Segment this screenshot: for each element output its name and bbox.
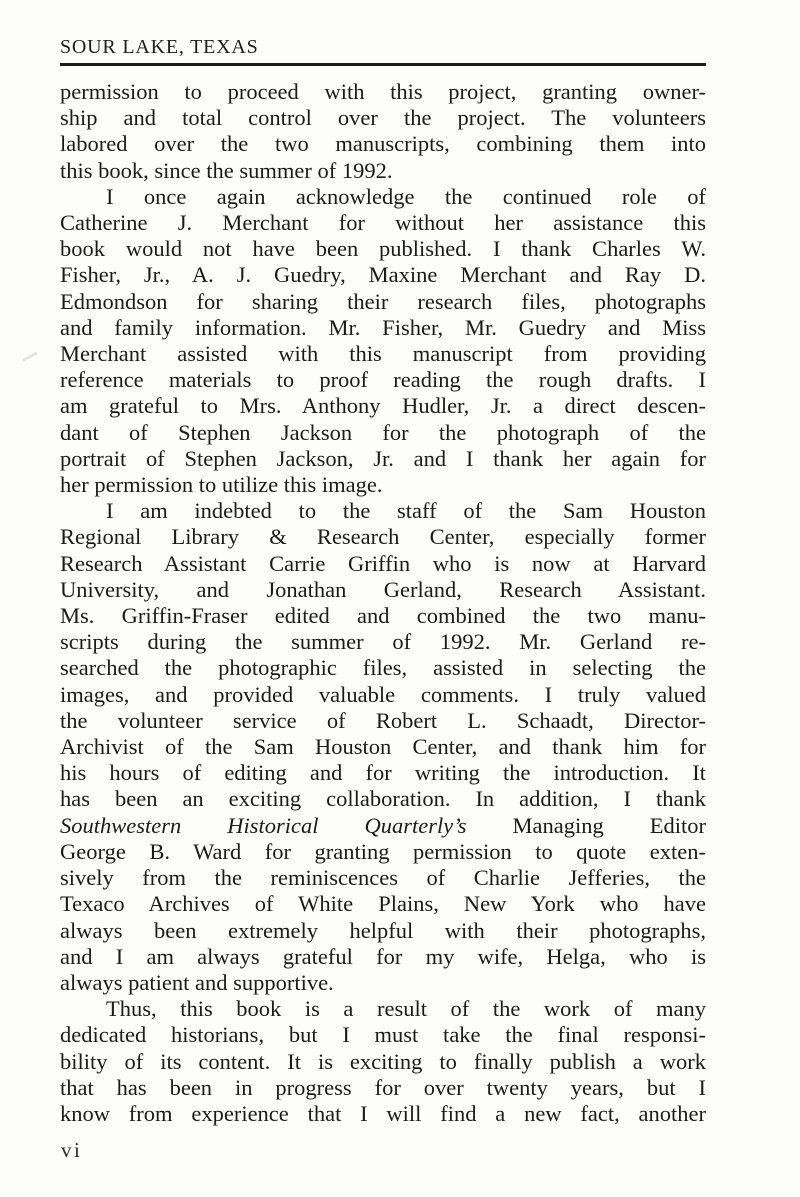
text-line: Regional Library & Research Center, especially former [60,524,706,550]
paragraph [60,184,706,498]
text-line: Ms. Griffin-Fraser edited and combined the two manu- [60,603,706,629]
text-line: Edmondson for sharing their research files, photographs [60,288,706,314]
text-line: dant of Stephen Jackson for the photograph of the [60,419,706,445]
text-line: portrait of Stephen Jackson, Jr. and I thank her again for [60,445,706,471]
text-line: labored over the two manuscripts, combining them into [60,131,706,157]
text-line: sively from the reminiscences of Charlie Jefferies, the [60,865,706,891]
body-text [60,79,706,1127]
page-number: vi [61,1138,83,1162]
text-line: Fisher, Jr., A. J. Guedry, Maxine Merchant and Ray D. [60,262,706,288]
text-line: this book, since the summer of 1992. [60,157,393,183]
text-line: Archivist of the Sam Houston Center, and thank him for [60,734,706,760]
text-line: University, and Jonathan Gerland, Research Assistant. [60,576,706,602]
paragraph [60,498,706,996]
text-line: I once again acknowledge the continued role of [106,183,706,209]
text-line: permission to proceed with this project, granting owner- [60,79,706,104]
text-line: I am indebted to the staff of the Sam Houston [106,498,706,524]
text-line: images, and provided valuable comments. I truly valued [60,681,706,707]
text-line: book would not have been published. I thank Charles W. [60,236,706,262]
paragraph [60,79,706,184]
text-line: know from experience that I will find a new fact, another [60,1100,706,1126]
page-content [60,36,706,1127]
text-line: dedicated historians, but I must take the final responsi- [60,1022,706,1048]
text-line [60,813,706,839]
text-line: the volunteer service of Robert L. Schaadt, Director- [60,707,706,733]
running-header: SOUR LAKE, TEXAS [60,36,259,58]
italic-journal-title: Southwestern Historical Quarterly’s [60,812,467,838]
text-line: his hours of editing and for writing the introduction. It [60,760,706,786]
text-line: Merchant assisted with this manuscript from providing [60,341,706,367]
text-line: her permission to utilize this image. [60,472,383,498]
text-line: has been an exciting collaboration. In addition, I thank [60,786,706,812]
text-line: Thus, this book is a result of the work of many [106,996,706,1022]
text-line-segment: Managing Editor [466,812,706,838]
text-line: bility of its content. It is exciting to finally publish a work [60,1048,706,1074]
scan-smudge-artifact [22,351,38,361]
text-line: Catherine J. Merchant for without her assistance this [60,210,706,236]
text-line: George B. Ward for granting permission to quote exten- [60,838,706,864]
text-line: scripts during the summer of 1992. Mr. Gerland re- [60,629,706,655]
text-line: Research Assistant Carrie Griffin who is now at Harvard [60,550,706,576]
text-line: am grateful to Mrs. Anthony Hudler, Jr. a direct descen- [60,393,706,419]
text-line: reference materials to proof reading the rough drafts. I [60,367,706,393]
text-line: and I am always grateful for my wife, Helga, who is [60,943,706,969]
text-line: always patient and supportive. [60,969,334,995]
text-line: Texaco Archives of White Plains, New York who have [60,891,706,917]
text-line: and family information. Mr. Fisher, Mr. Guedry and Miss [60,314,706,340]
text-line: that has been in progress for over twenty years, but I [60,1074,706,1100]
text-line: always been extremely helpful with their photographs, [60,917,706,943]
header-rule [60,63,706,66]
paragraph [60,996,706,1127]
text-line: searched the photographic files, assisted in selecting the [60,655,706,681]
text-line: ship and total control over the project. The volunteers [60,105,706,131]
